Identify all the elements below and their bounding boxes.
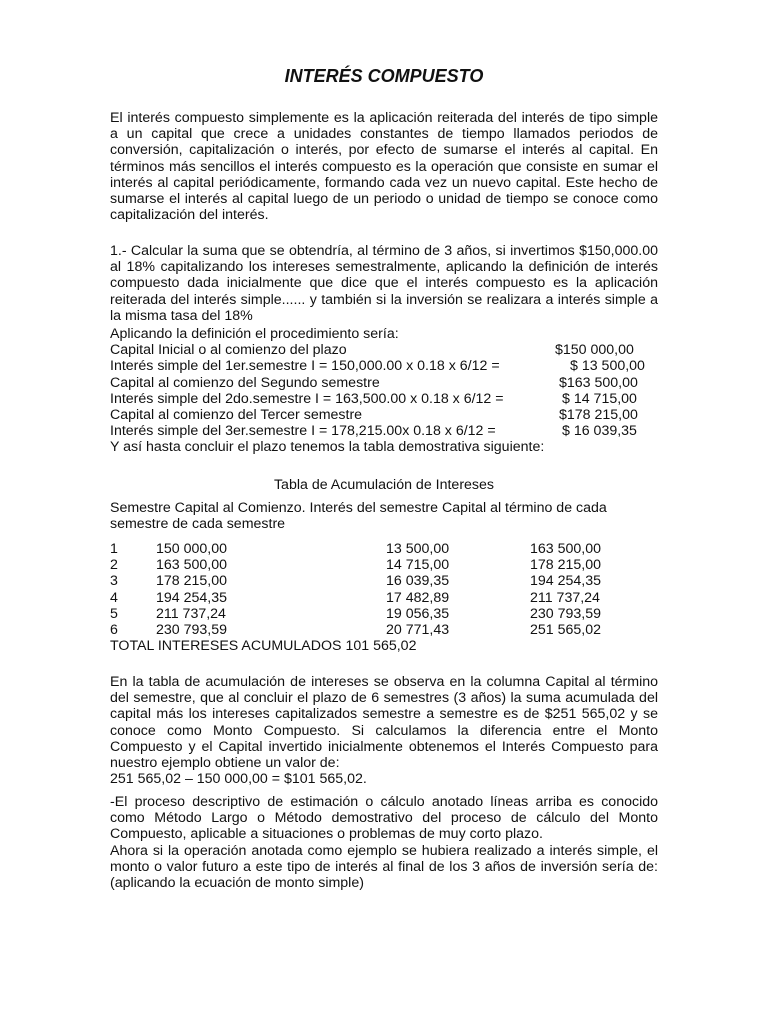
method-paragraph: -El proceso descriptivo de estimación o cálculo anotado líneas arriba es conocido como Método Largo o Método demostrativo del proceso de cálculo del Monto Compuesto, aplicable a situaciones o problemas de muy corto plazo. (110, 794, 658, 843)
table-row (110, 557, 658, 573)
table-row (110, 541, 658, 557)
table-total-text: TOTAL INTERESES ACUMULADOS 101 565,02 (110, 638, 417, 655)
table-cell: 251 565,02 (530, 621, 602, 638)
table-cell: 163 500,00 (156, 557, 228, 574)
table-title: Tabla de Acumulación de Intereses (273, 477, 495, 493)
conclusion-paragraph: En la tabla de acumulación de intereses se observa en la columna Capital al término del semestre, que al concluir el plazo de 6 semestres (3 años) la suma acumulada del capital más los intereses capitalizados semestre a semestre es de $251 565,02 y se conoce como Monto Compuesto. Si calculamos la diferencia entre el Monto Compuesto y el Capital invertido inicialmente obtenemos el Interés Compuesto para nuestro ejemplo obtiene un valor de: (110, 674, 658, 772)
table-cell: 17 482,89 (386, 589, 450, 606)
table-cell: 178 215,00 (156, 573, 228, 590)
interest-table (110, 541, 658, 654)
procedure-amount: $ 14 715,00 (562, 390, 637, 407)
table-cell: 211 737,24 (530, 589, 600, 606)
simple-case-paragraph: Ahora si la operación anotada como ejemplo se hubiera realizado a interés simple, el monto o valor futuro a este tipo de interés al final de los 3 años de inversión sería de: (aplicando la ecuación de monto simple) (110, 843, 658, 892)
procedure-amount: $150 000,00 (555, 342, 634, 359)
table-cell: 194 254,35 (530, 573, 602, 590)
table-cell: 6 (110, 621, 118, 638)
table-cell: 20 771,43 (386, 621, 450, 638)
table-row (110, 606, 658, 622)
table-cell: 4 (110, 589, 118, 606)
table-cell: 16 039,35 (386, 573, 450, 590)
table-cell: 230 793,59 (156, 621, 228, 638)
procedure-line (110, 375, 658, 391)
procedure-line (110, 391, 658, 407)
procedure-label: Capital al comienzo del Segundo semestre (110, 374, 380, 391)
procedure-section (110, 326, 658, 456)
table-cell: 1 (110, 541, 118, 557)
table-cell: 230 793,59 (530, 605, 602, 622)
table-cell: 19 056,35 (386, 605, 450, 622)
table-cell: 211 737,24 (156, 605, 226, 622)
table-total (110, 638, 658, 654)
procedure-line (110, 407, 658, 423)
procedure-label: Capital Inicial o al comienzo del plazo (110, 342, 347, 359)
procedure-line (110, 423, 658, 439)
table-cell: 194 254,35 (156, 589, 228, 606)
procedure-label: Capital al comienzo del Tercer semestre (110, 406, 363, 423)
table-cell: 163 500,00 (530, 541, 602, 557)
procedure-label: Interés simple del 1er.semestre I = 150,000.00 x 0.18 x 6/12 = (110, 358, 500, 375)
procedure-label: Interés simple del 3er.semestre I = 178,215.00x 0.18 x 6/12 = (110, 423, 496, 440)
table-row (110, 590, 658, 606)
procedure-amount: $163 500,00 (559, 374, 638, 391)
document-title: INTERÉS COMPUESTO (284, 66, 484, 86)
procedure-amount: $ 16 039,35 (562, 423, 637, 440)
intro-paragraph: El interés compuesto simplemente es la aplicación reiterada del interés de tipo simple a un capital que crece a unidades constantes de tiempo llamados periodos de conversión, capitalización o interés, por efecto de sumarse el interés al capital. En términos más sencillos el interés compuesto es la operación que consiste en sumar el interés al capital periódicamente, formando cada vez un nuevo capital. Este hecho de sumarse el interés al capital luego de un periodo o unidad de tiempo se conoce como capitalización del interés. (110, 110, 658, 224)
table-cell: 13 500,00 (386, 541, 450, 557)
procedure-amount: $ 13 500,00 (570, 358, 645, 375)
table-cell: 150 000,00 (156, 541, 228, 557)
procedure-amount: $178 215,00 (559, 406, 638, 423)
table-cell: 178 215,00 (530, 557, 602, 574)
procedure-line (110, 358, 658, 374)
table-row (110, 573, 658, 589)
procedure-label: Interés simple del 2do.semestre I = 163,500.00 x 0.18 x 6/12 = (110, 390, 504, 407)
procedure-line (110, 342, 658, 358)
table-header: Semestre Capital al Comienzo. Interés del semestre Capital al término de cada semestre de cada semestre (110, 500, 607, 533)
table-row (110, 622, 658, 638)
table-cell: 2 (110, 557, 118, 574)
procedure-intro: Aplicando la definición el procedimiento sería: (110, 326, 399, 342)
table-cell: 14 715,00 (386, 557, 450, 574)
formula-line: 251 565,02 – 150 000,00 = $101 565,02. (110, 771, 367, 787)
table-cell: 5 (110, 605, 118, 622)
procedure-outro: Y así hasta concluir el plazo tenemos la tabla demostrativa siguiente: (110, 439, 545, 456)
problem-paragraph: 1.- Calcular la suma que se obtendría, al término de 3 años, si invertimos $150,000.00 al 18% capitalizando los intereses semestralmente, aplicando la definición de interés compuesto dada inicialmente que dice que el interés compuesto es la aplicación reiterada del interés simple...... y también si la inversión se realizara a interés simple a la misma tasa del 18% (110, 243, 658, 324)
table-cell: 3 (110, 573, 118, 590)
